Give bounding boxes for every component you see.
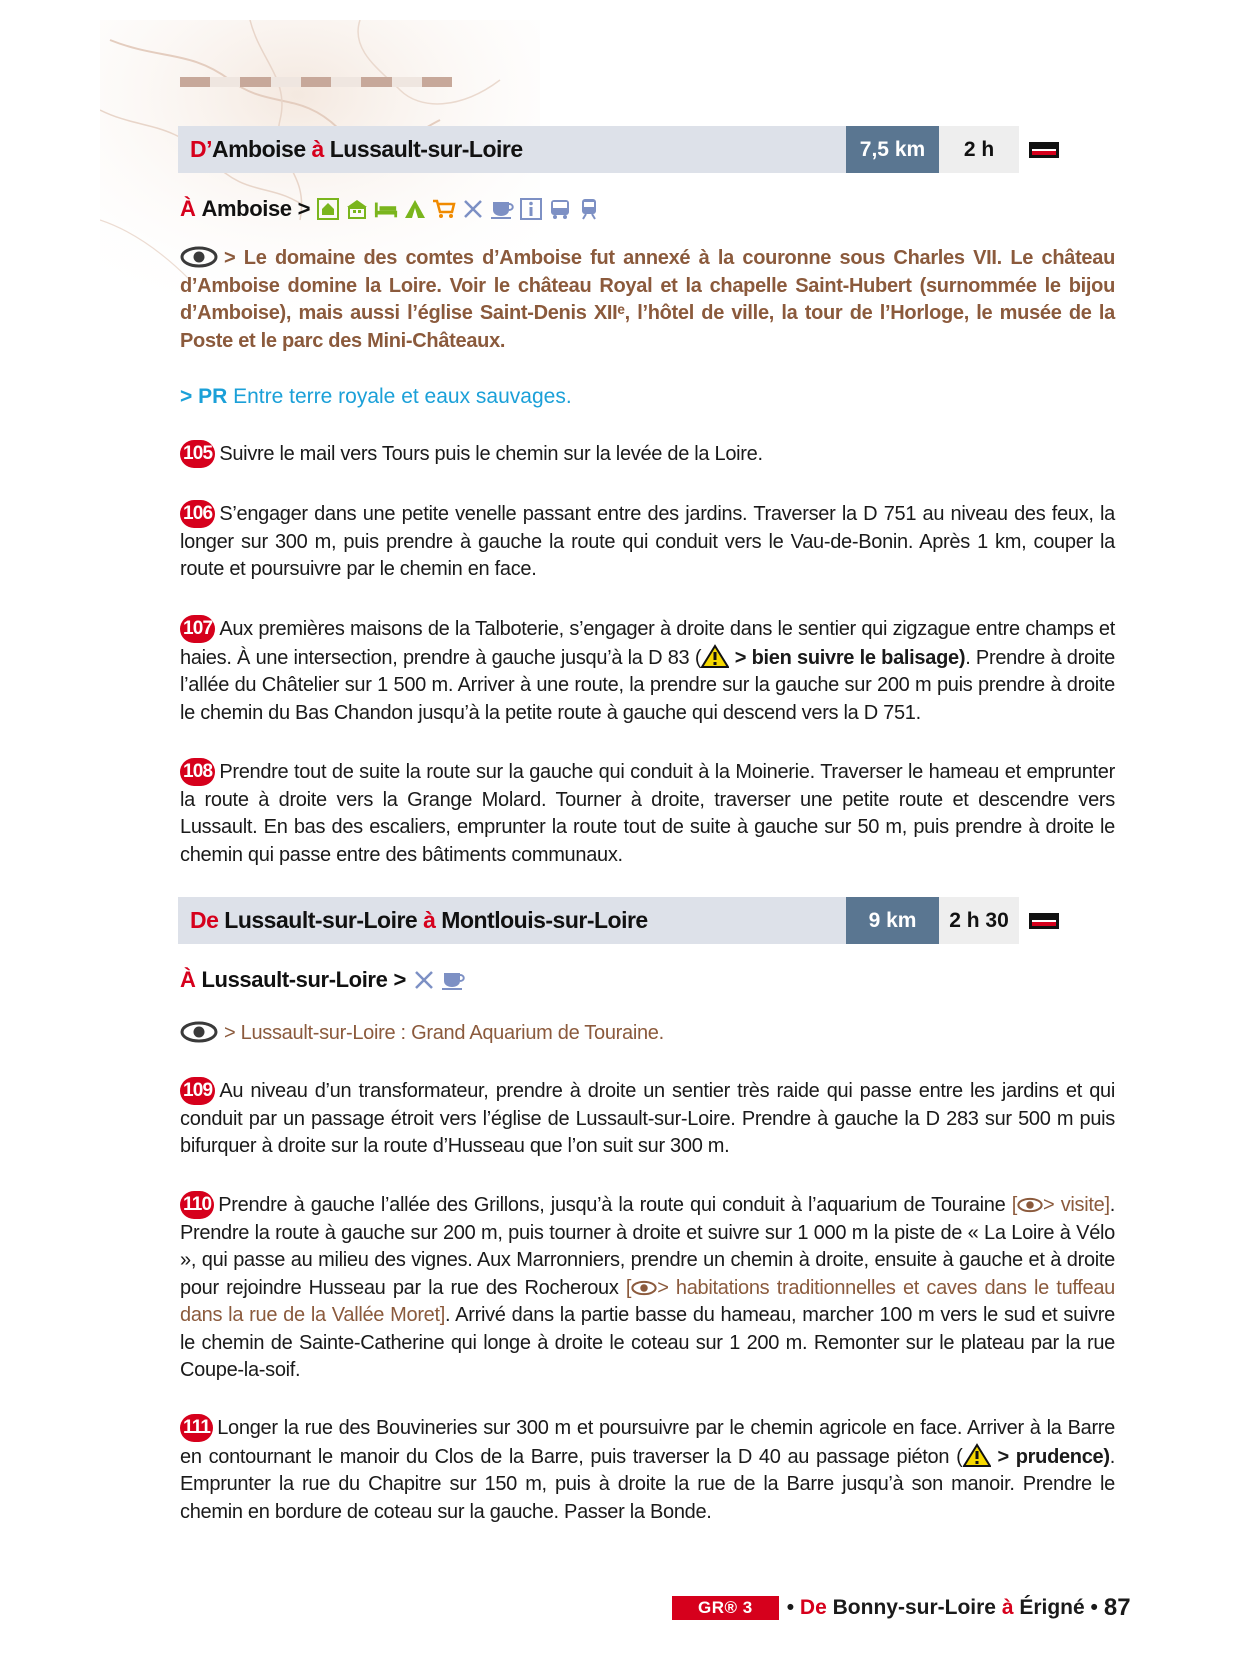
place-lussault — [180, 967, 470, 993]
place-prefix: À — [180, 196, 196, 221]
step-number-badge: 105 — [180, 440, 215, 468]
pr-text: Entre terre royale et eaux sauvages. — [233, 385, 572, 408]
title-joiner: à — [311, 136, 324, 162]
warning-text: > prudence) — [997, 1445, 1110, 1468]
step-text: Aux premières maisons de la Talboterie, s’engager à droite dans le sentier qui zigzague entre champs et haies. À une intersection, prendre à gauche jusqu’à la D 83 ( — [180, 618, 1115, 669]
step-text-continued: . Prendre à droite l’allée du Châtelier sur 1 500 m. Arriver à une route, la prendre sur la gauche sur 200 m puis prendre à droite le chemin du Bas Chandon jusqu’à la petite route à gauche qui descend vers la D 751. — [180, 646, 1116, 724]
gr-blaze-icon — [1019, 897, 1069, 944]
bracket-open: [ — [1011, 1194, 1018, 1216]
footer-from: Bonny-sur-Loire — [832, 1596, 996, 1619]
interest-text: > Lussault-sur-Loire : Grand Aquarium de Touraine. — [224, 1022, 664, 1044]
place-prefix: À — [180, 967, 196, 992]
footer-to: Érigné — [1019, 1596, 1085, 1619]
distance-badge: 7,5 km — [846, 126, 939, 173]
eye-icon — [180, 246, 218, 268]
duration-badge: 2 h — [939, 126, 1019, 173]
page-number: 87 — [1103, 1594, 1131, 1621]
interest-inline-text: > habitations traditionnelles et caves dans le tuffeau dans la rue de la Vallée Moret] — [180, 1276, 1116, 1326]
step-105 — [180, 440, 1115, 469]
pr-link[interactable] — [180, 385, 572, 409]
step-text-continued: . Emprunter la rue du Chapitre sur 150 m, puis à droite la rue de la Barre jusqu’à son manoir. Prendre le chemin en bordure de coteau sur la gauche. Passer la Bonde. — [180, 1445, 1115, 1523]
restaurant-icon — [461, 197, 485, 221]
warning-icon — [963, 1443, 991, 1467]
section-bar-lussault-montlouis — [178, 897, 1069, 944]
step-text: Au niveau d’un transformateur, prendre à droite un sentier très raide qui passe entre les jardins et qui conduit par un passage étroit vers l’église de Lussault-sur-Loire. Prendre à gauche la D 283 sur 500 m puis bifurquer à droite sur la route d’Husseau que l’on suit sur 300 m. — [180, 1080, 1115, 1157]
step-number-badge: 107 — [180, 615, 215, 643]
step-text: S’engager dans une petite venelle passant entre des jardins. Traverser la D 751 au niveau des feux, la longer sur 300 m, puis prendre à gauche la route qui conduit vers le Vau-de-Bonin. Après 1 km, couper la route et poursuivre par le chemin en face. — [180, 503, 1115, 580]
step-text-end: . Arrivé dans la partie basse du hameau, marcher 100 m vers le sud et suivre le chemin de Sainte-Catherine qui longe à droite le coteau sur 1 200 m. Remonter sur le plateau par la rue Coupe-la-soif. — [180, 1304, 1115, 1381]
step-text: Longer la rue des Bouvineries sur 300 m et poursuivre par le chemin agricole en face. Arriver à la Barre en contournant le manoir du Clos de la Barre, puis traverser la D 40 au passage piéton ( — [180, 1417, 1115, 1468]
interest-inline-text: > visite] — [1043, 1194, 1110, 1216]
pr-label: > PR — [180, 385, 228, 408]
title-to: Lussault-sur-Loire — [329, 136, 523, 162]
gr-badge: GR® 3 — [672, 1596, 779, 1620]
cafe-icon — [441, 968, 465, 992]
distance-badge: 9 km — [846, 897, 939, 944]
step-number-badge: 111 — [180, 1414, 213, 1442]
step-106 — [180, 500, 1115, 584]
warning-icon — [701, 644, 729, 668]
eye-icon — [180, 1021, 218, 1043]
section-bar-amboise-lussault — [178, 126, 1069, 173]
gr-blaze-icon — [1019, 126, 1069, 173]
scale-bar — [180, 77, 452, 87]
step-107 — [180, 615, 1115, 727]
section-title — [178, 897, 846, 944]
eye-icon — [631, 1280, 657, 1296]
place-amboise — [180, 196, 606, 222]
interest-text: > Le domaine des comtes d’Amboise fut annexé à la couronne sous Charles VII. Le château d’Amboise domine la Loire. Voir le château Royal et la chapelle Saint-Hubert (surnommée le bijou d’Amboise), mais aussi l’église Saint-Denis XIIᵉ, l’hôtel de ville, la tour de l’Horloge, le musée de la Poste et le parc des Mini-Châteaux. — [180, 247, 1115, 352]
section-title — [178, 126, 846, 173]
interest-lussault — [180, 1020, 1115, 1048]
cafe-icon — [490, 197, 514, 221]
title-prefix: De — [190, 907, 219, 933]
step-108 — [180, 758, 1115, 869]
eye-icon — [1017, 1197, 1043, 1213]
title-joiner: à — [423, 907, 436, 933]
duration-badge: 2 h 30 — [939, 897, 1019, 944]
hotel-bed-icon — [374, 197, 398, 221]
camping-icon — [403, 197, 427, 221]
interest-inline-visit — [1012, 1194, 1110, 1216]
footer-joiner: à — [1001, 1596, 1014, 1619]
step-text: Prendre à gauche l’allée des Grillons, jusqu’à la route qui conduit à l’aquarium de Touraine — [218, 1194, 1012, 1216]
warning-text: > bien suivre le balisage) — [734, 646, 966, 669]
place-gt: > — [393, 967, 406, 992]
step-text-continued: . Prendre la route à gauche sur 200 m, puis tourner à droite et suivre sur 1 000 m la piste de « La Loire à Vélo », qui passe au milieu des vignes. Aux Marronniers, prendre un chemin à droite, ensuite à gauche et à droite pour rejoindre Husseau par la rue des Rocheroux — [180, 1194, 1115, 1299]
footer-bullet: • — [1090, 1596, 1098, 1619]
step-text: Suivre le mail vers Tours puis le chemin sur la levée de la Loire. — [219, 443, 763, 465]
footer-from-prefix: De — [799, 1596, 827, 1619]
step-111 — [180, 1414, 1115, 1526]
place-name: Amboise — [201, 196, 292, 221]
title-prefix: D’ — [190, 136, 212, 162]
gite-icon — [345, 197, 369, 221]
restaurant-icon — [412, 968, 436, 992]
step-number-badge: 110 — [180, 1191, 214, 1219]
footer-bullet: • — [786, 1596, 795, 1619]
step-number-badge: 109 — [180, 1077, 215, 1105]
step-number-badge: 106 — [180, 500, 215, 528]
step-text: Prendre tout de suite la route sur la gauche qui conduit à la Moinerie. Traverser le hameau et emprunter la route à droite vers la Grange Molard. Tourner à droite, traverser une petite route et descendre vers Lussault. En bas des escaliers, emprunter la route tout de suite à gauche sur 50 m, puis prendre à droite le chemin qui passe entre des bâtiments communaux. — [180, 761, 1115, 866]
step-number-badge: 108 — [180, 758, 215, 786]
bus-icon — [548, 197, 572, 221]
step-109 — [180, 1077, 1115, 1161]
title-to: Montlouis-sur-Loire — [441, 907, 648, 933]
title-from: Lussault-sur-Loire — [224, 907, 418, 933]
train-icon — [577, 197, 601, 221]
page-footer — [672, 1594, 1131, 1622]
interest-amboise — [180, 245, 1115, 355]
lodging-icon — [316, 197, 340, 221]
place-gt: > — [297, 196, 311, 221]
title-from: Amboise — [212, 136, 306, 162]
step-110 — [180, 1191, 1115, 1385]
tourist-info-icon — [519, 197, 543, 221]
shop-cart-icon — [432, 197, 456, 221]
place-name: Lussault-sur-Loire — [201, 967, 388, 992]
bracket-open: [ — [625, 1276, 632, 1299]
